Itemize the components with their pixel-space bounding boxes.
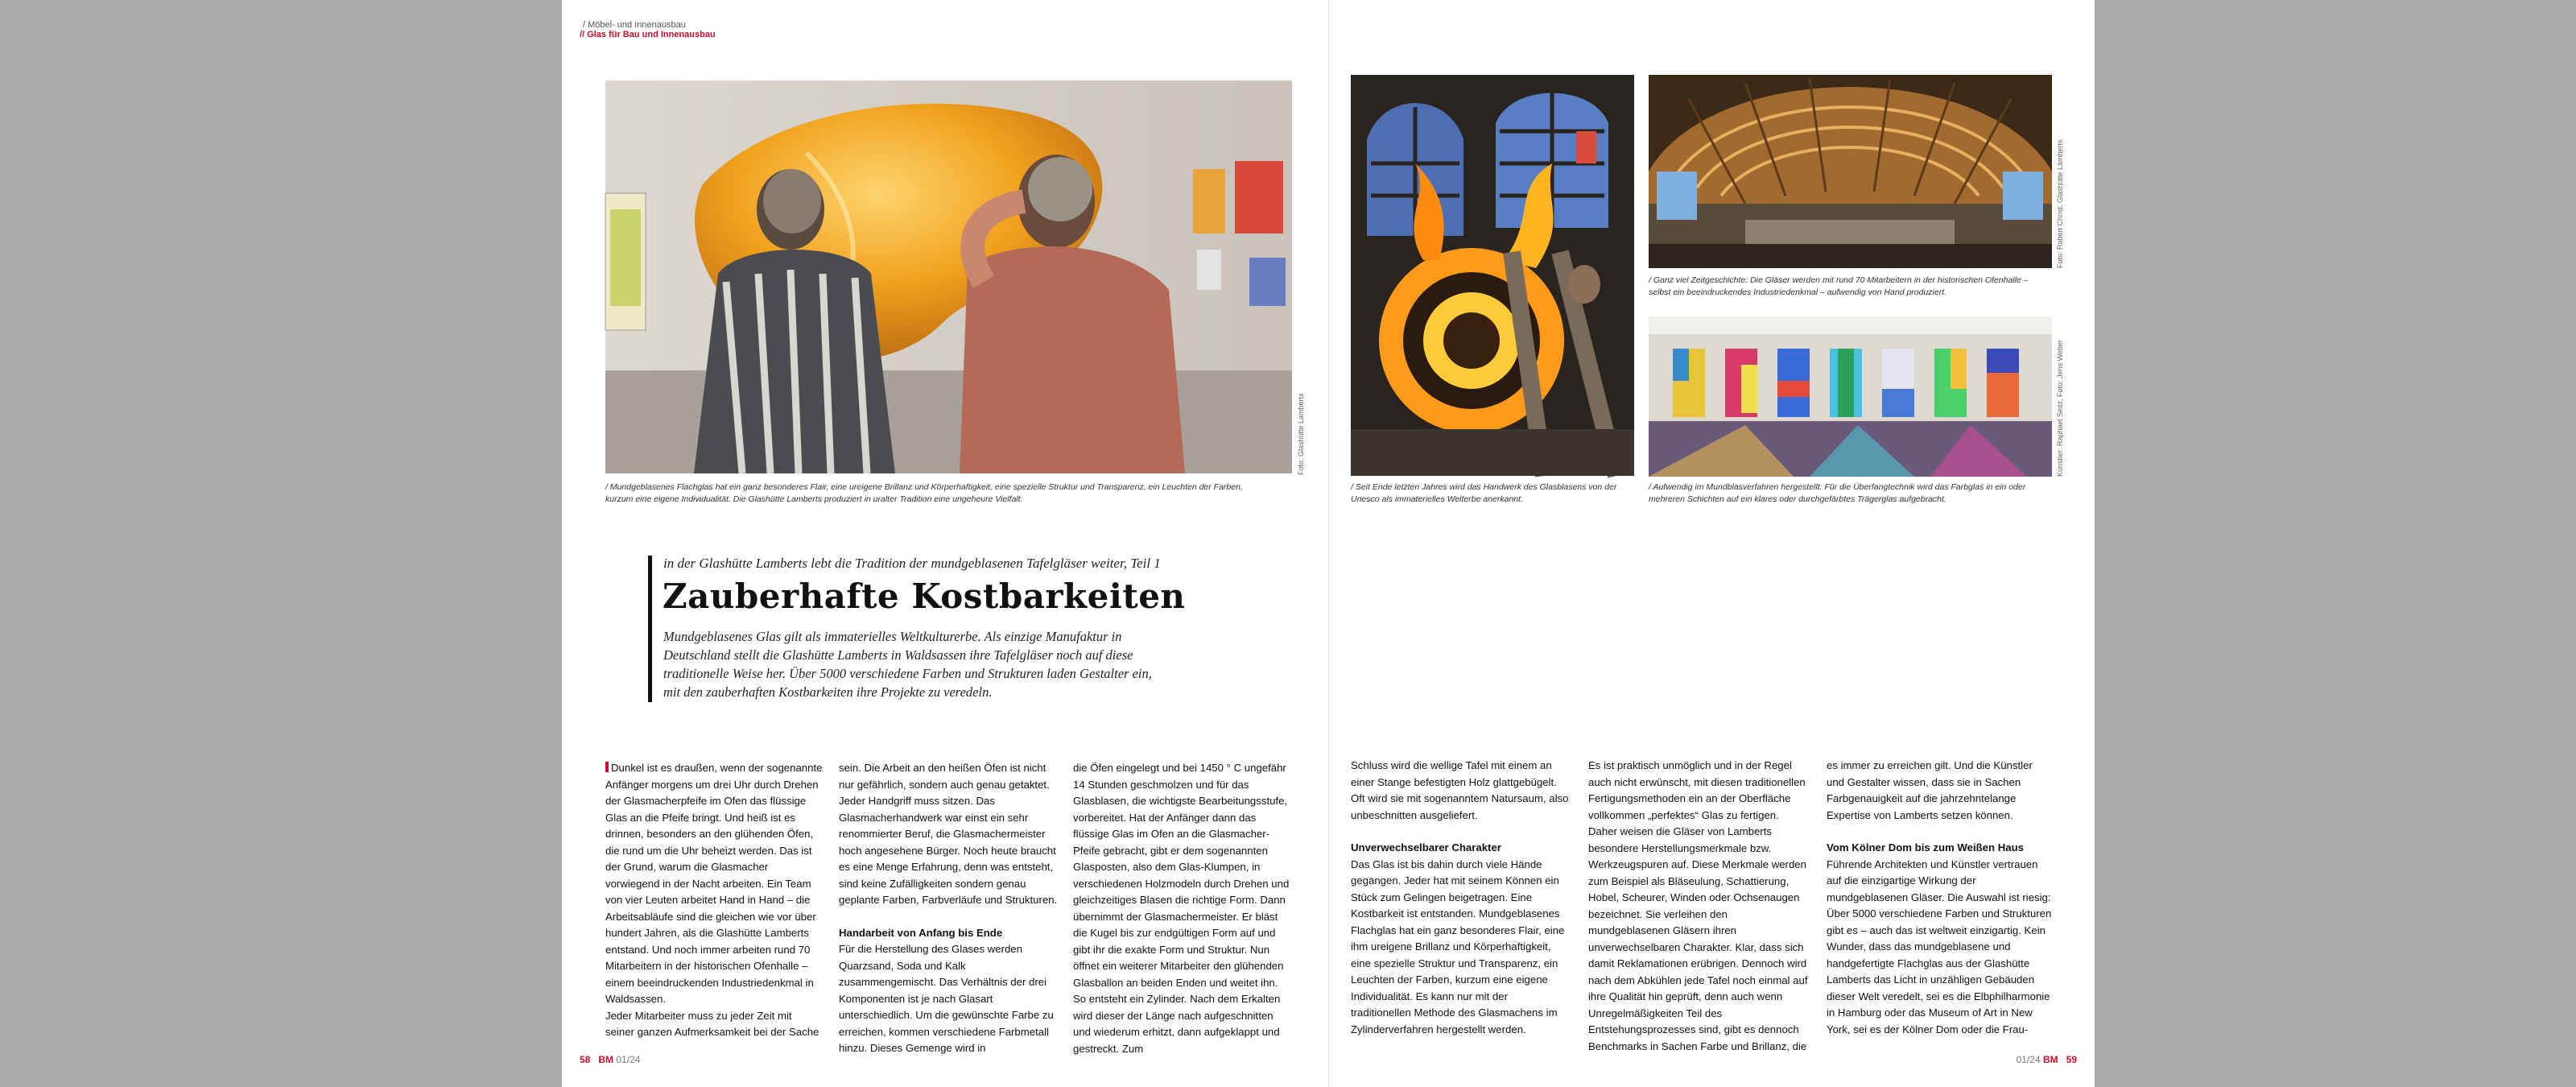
- left-issue: 01/24: [616, 1054, 641, 1065]
- main-photo-caption: / Mundgeblasenes Flachglas hat ein ganz besonderes Flair, eine ureigene Brillanz und Körperhaftigkeit, eine spezielle Struktur und Transparenz, ein Leuchten der Farben, kurzum eine eigene Individualität. Die Glashütte Lamberts produziert in uralter Tradition eine ungeheure Vielfalt.: [605, 482, 1243, 504]
- text-column-4: [1351, 758, 1570, 1035]
- colors-photo-credit: Künstler: Raphael Seitz, Foto: Jens Weber: [2056, 340, 2064, 477]
- text-column-3: [1073, 760, 1292, 1055]
- right-magazine-name: BM: [2042, 1054, 2058, 1065]
- col1-paragraph-2: Jeder Mitarbeiter muss zu jeder Zeit mit seiner ganzen Aufmerksamkeit bei der Sache: [605, 1009, 819, 1038]
- right-issue: 01/24: [2016, 1054, 2041, 1065]
- text-column-1: [605, 760, 823, 1038]
- hall-photo-credit: Foto: Robert Christ, Glashütte Lamberts: [2056, 139, 2064, 268]
- article-title: Zauberhafte Kostbarkeiten: [663, 577, 1186, 616]
- right-folio: [2017, 1054, 2077, 1065]
- col5-paragraph-1: Es ist praktisch unmöglich und in der Regel auch nicht erwünscht, mit diesen traditionellen Fertigungsmethoden ein an der Oberfläche vollkommen „perfektes“ Glas zu fertigen. Daher weisen die Gläser von Lamberts besondere Herstellungsmerkmale bzw. Werkzeugspuren auf. Diese Merkmale werden zum Beispiel als Bläseulung, Schattierung, Hobel, Scheurer, Winden oder Ochsenaugen bezeichnet. Sie verleihen den mundgeblasenen Gläsern ihren unverwechselbaren Charakter. Klar, dass sich damit Reklamationen erübrigen. Dennoch wird nach dem Abkühlen jede Tafel noch einmal auf ihre Qualität hin geprüft, denn auch wenn Unregelmäßigkeiten Teil des Entstehungsprozesses sind, gibt es dennoch Benchmarks in Sachen Farbe und Brillanz, die: [1588, 759, 1808, 1052]
- fire-photo-caption: / Seit Ende letzten Jahres wird das Handwerk des Glasblasens von der Unesco als immaterielles Welterbe anerkannt.: [1351, 482, 1617, 504]
- right-page: [1328, 0, 2095, 1087]
- col4-paragraph-1: Schluss wird die wellige Tafel mit einem an einer Stange befestigten Holz glattgebügelt. Oft wird sie mit sogenanntem Natursaum, also unbeschnitten ausgeliefert.: [1351, 759, 1569, 821]
- section-label: / Möbel- und Innenausbau: [583, 20, 686, 30]
- text-column-2: [839, 760, 1058, 1054]
- left-page-number: 58: [580, 1054, 591, 1065]
- glass-inspection-illustration: [605, 81, 1292, 473]
- glassblowing-fire-illustration: [1351, 75, 1634, 476]
- col3-paragraph-1: die Öfen eingelegt und bei 1450 ° C ungefähr 14 Stunden geschmolzen und für das Glasblasen, die wichtigste Bearbeitungsstufe, vorbereitet. Hat der Anfänger dann das flüssige Glas im Ofen an die Glasmacher-Pfeife gebracht, gibt er dem sogenannten Glasposten, also dem Glas-Klumpen, in verschiedenen Holzmodeln durch Drehen und gleichzeitiges Blasen die richtige Form. Dann übernimmt der Glasmachermeister. Er bläst die Kugel bis zur endgültigen Form auf und gibt ihr die exakte Form und Struktur. Nun öffnet ein weiterer Mitarbeiter den glühenden Glasballon an beiden Enden und weitet ihn. So entsteht ein Zylinder. Nach dem Erkalten wird dieser der Länge nach aufgeschnitten und wiederum erhitzt, dann aufgeklappt und gestreckt. Zum: [1073, 762, 1290, 1055]
- historic-hall-illustration: [1649, 75, 2052, 268]
- colored-glass-panels-illustration: [1649, 316, 2052, 477]
- text-column-5: [1588, 758, 1809, 1052]
- article-kicker: in der Glashütte Lamberts lebt die Tradition der mundgeblasenen Tafelgläser weiter, Teil 1: [663, 556, 1161, 571]
- article-lead: Mundgeblasenes Glas gilt als immaterielles Weltkulturerbe. Als einzige Manufaktur in Deutschland stellt die Glashütte Lamberts in Waldsassen ihre Tafelgläser noch auf diese traditionelle Weise her. Über 5000 verschiedene Farben und Strukturen laden Gestalter ein, mit den zauberhaften Kostbarkeiten ihre Projekte zu veredeln.: [663, 629, 1152, 700]
- left-folio: [580, 1054, 640, 1065]
- main-photo-credit: Foto: Glashütte Lamberts: [1297, 393, 1305, 475]
- col6-paragraph-2: Führende Architekten und Künstler vertrauen auf die einzigartige Wirkung der mundgeblasenen Gläser. Die Auswahl ist riesig: Über 5000 verschiedene Farben und Strukturen gibt es – auch das ist weltweit einzigartig. Kein Wunder, dass das mundgeblasene und handgefertigte Flachglas aus der Glashütte Lamberts das Licht in unzähligen Gebäuden dieser Welt veredelt, sei es die Elbphilharmonie in Hamburg oder das Museum of Art in New York, sei es der Kölner Dom oder die Frau-: [1827, 858, 2052, 1035]
- paragraph-marker: [605, 762, 609, 772]
- col6-paragraph-1: es immer zu erreichen gilt. Und die Künstler und Gestalter wissen, dass sie in Sachen Farbgenauigkeit auf die jahrzehntelange Expertise von Lamberts setzen können.: [1827, 759, 2033, 821]
- col4-subheading: Unverwechselbarer Charakter: [1351, 841, 1501, 853]
- colors-photo: [1649, 316, 2052, 477]
- main-photo: [605, 81, 1292, 473]
- left-page: [562, 0, 1328, 1087]
- fire-photo: [1351, 75, 1634, 476]
- hall-photo-caption: / Ganz viel Zeitgeschichte: Die Gläser werden mit rund 70 Mitarbeitern in der historischen Ofenhalle – selbst ein beeindruckendes Industriedenkmal – aufwendig von Hand produziert.: [1649, 275, 2029, 297]
- subsection-label: // Glas für Bau und Innenausbau: [580, 30, 716, 39]
- col4-paragraph-2: Das Glas ist bis dahin durch viele Hände gegangen. Jeder hat mit seinem Können ein Stück zum Gelingen beigetragen. Eine Kostbarkeit ist entstanden. Mundgeblasenes Flachglas hat ein ganz besonderes Flair, eine ihm ureigene Brillanz und Körperhaftigkeit, eine spezielle Struktur und Transparenz, ein Leuchten der Farben, kurzum eine eigene Individualität. Es kann nur mit der traditionellen Methode des Glasmachens im Zylinderverfahren hergestellt werden.: [1351, 858, 1565, 1035]
- right-page-number: 59: [2066, 1054, 2077, 1065]
- quote-bar: [648, 556, 652, 702]
- colors-photo-caption: / Aufwendig im Mundblasverfahren hergestellt: Für die Überfangtechnik wird das Farbglas in ein oder mehreren Schichten auf ein klares oder durchgefärbtes Trägerglas aufgebracht.: [1649, 482, 2026, 504]
- text-column-6: [1827, 758, 2052, 1035]
- col6-subheading: Vom Kölner Dom bis zum Weißen Haus: [1827, 841, 2024, 853]
- hall-photo: [1649, 75, 2052, 268]
- left-magazine-name: BM: [598, 1054, 614, 1065]
- col2-paragraph-2: Für die Herstellung des Glases werden Quarzsand, Soda und Kalk zusammengemischt. Das Verhältnis der drei Komponenten ist je nach Glasart unterschiedlich. Um die gewünschte Farbe zu erreichen, kommen verschiedene Farbmetall hinzu. Dieses Gemenge wird in: [839, 943, 1054, 1054]
- col1-paragraph-1: Dunkel ist es draußen, wenn der sogenannte Anfänger morgens um drei Uhr durch Drehen der Glasmacherpfeife im Ofen das flüssige Glas an die Pfeife bringt. Und heiß ist es drinnen, besonders an den glühenden Öfen, die rund um die Uhr beheizt werden. Das ist der Grund, warum die Glasmacher vorwiegend in der Nacht arbeiten. Ein Team von vier Leuten arbeitet Hand in Hand – die Arbeitsabläufe sind die gleichen wie vor über hundert Jahren, als die Glashütte Lamberts entstand. Und noch immer arbeiten rund 70 Mitarbeitern in der historischen Ofenhalle – einem beeindruckenden Industriedenkmal in Waldsassen.: [605, 762, 823, 1005]
- col2-subheading: Handarbeit von Anfang bis Ende: [839, 926, 1003, 939]
- col2-paragraph-1: sein. Die Arbeit an den heißen Öfen ist nicht nur gefährlich, sondern auch genau getaktet. Jeder Handgriff muss sitzen. Das Glasmacherhandwerk war einst ein sehr renommierter Beruf, die Glasmachermeister hoch angesehene Bürger. Noch heute braucht es eine Menge Erfahrung, denn was entsteht, sind keine Zufälligkeiten sondern genau geplante Farben, Farbverläufe und Strukturen.: [839, 762, 1058, 906]
